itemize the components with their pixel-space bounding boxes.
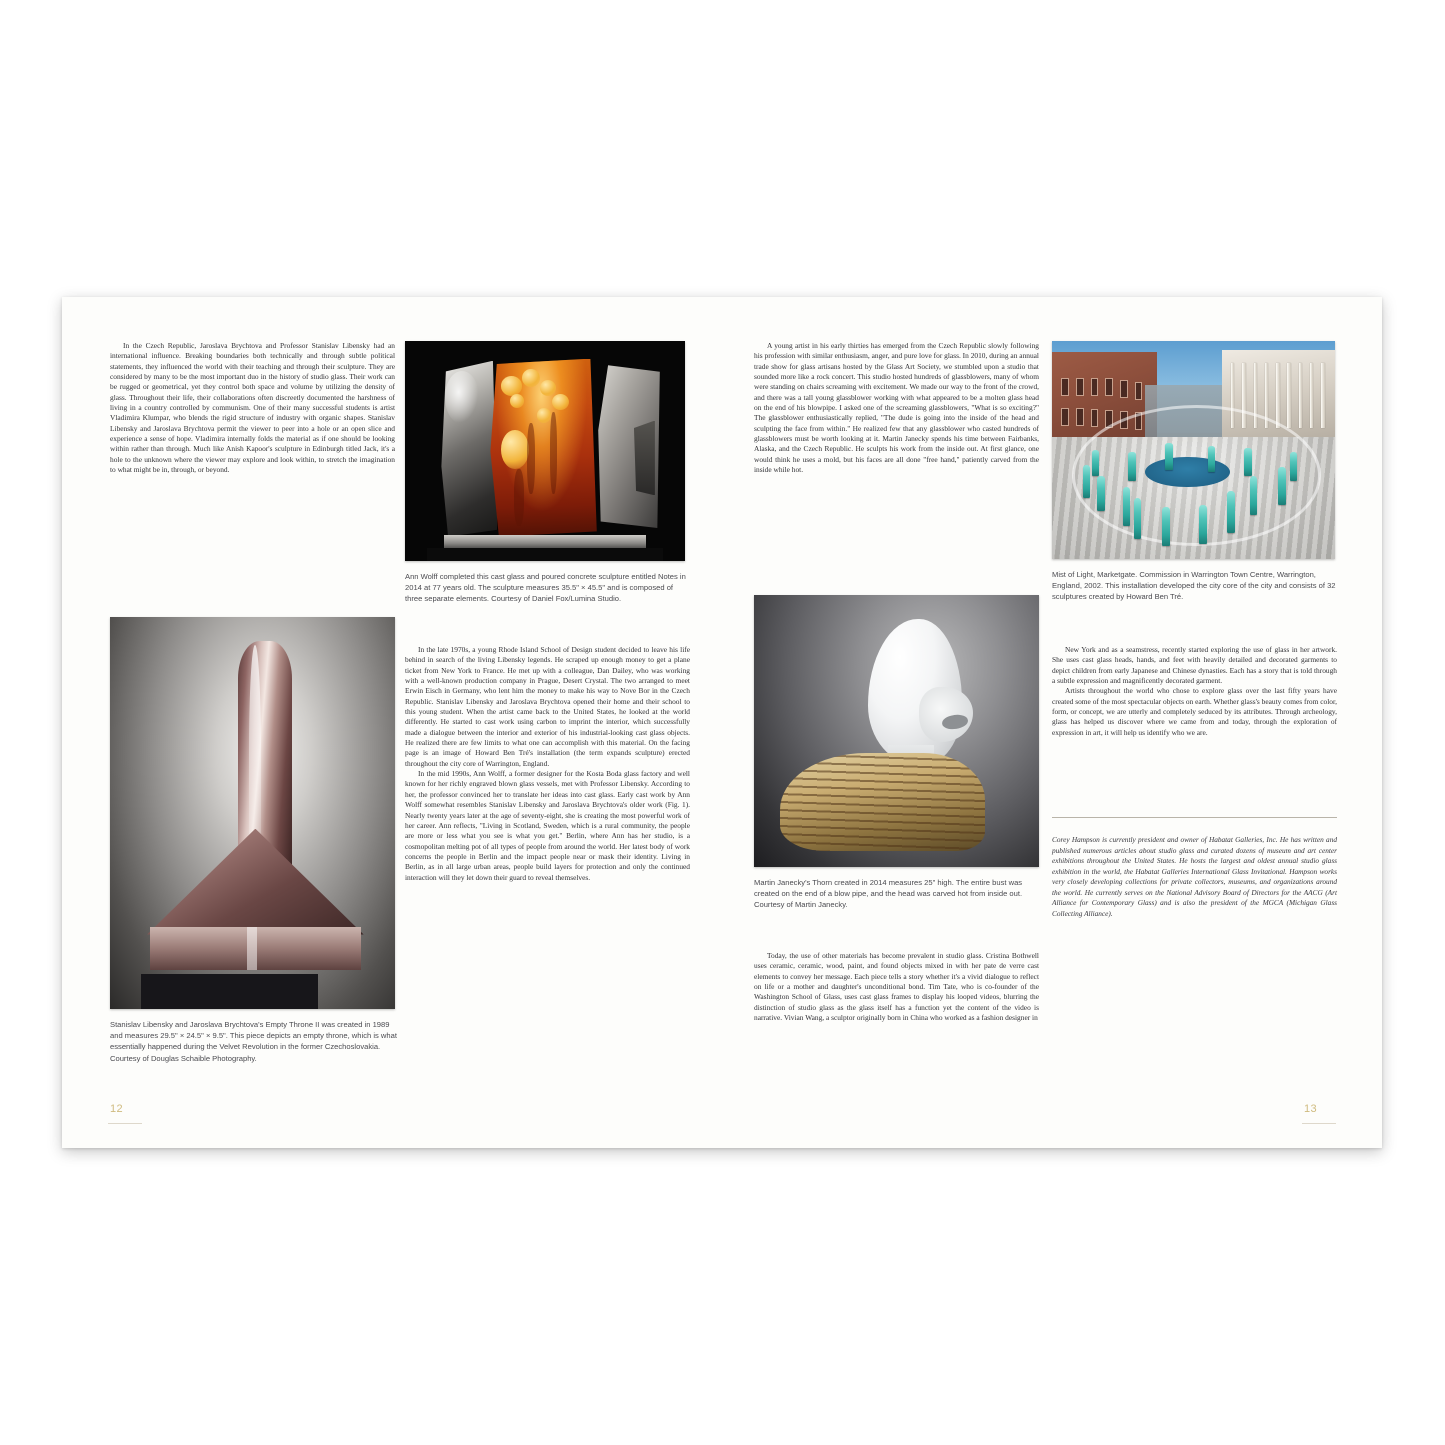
glass-jaw-shape [919,687,973,741]
glass-column-sculpture [1128,452,1135,480]
paragraph: Today, the use of other materials has become prevalent in studio glass. Cristina Bothwell uses ceramic, ceramic, wood, paint, and found objects mixed in with her pate de verre cast elements to convey her message. Each piece tells a story whether it's a vivid dialogue to reflect on life or a mother and daughter's unconditional bond. Tim Tate, who is co-founder of the Washington School of Glass, uses cast glass frames to display his looped videos, blurring the distinction of studio glass as the glass itself has a function yet the content of the video is narrative. Vivian Wang, a sculptor originally born in China who worked as a fashion designer in [754,951,1039,1023]
left-column-one [110,341,395,475]
author-bio: Corey Hampson is currently president and owner of Habatat Galleries, Inc. He has written and published numerous articles about studio glass and curated dozens of museum and art center exhibitions throughout the United States. He hosts the largest and oldest annual studio glass exhibition in the world, the Habatat Galleries International Glass Invitational. Hampson works very closely developing collections for private collectors, museums, and organizations around the world. He currently serves on the National Advisory Board of Directors for the AACG (Art Alliance for Contemporary Glass) and is also the president of the MGCA (Michigan Glass Collecting Alliance). [1052,835,1337,918]
notes-sculpture-caption: Ann Wolff completed this cast glass and poured concrete sculpture entitled Notes in 2014 at 77 years old. The sculpture measures 35.5" × 45.5" and is composed of three separate elements. Courtesy of Daniel Fox/Lumina Studio. [405,572,686,604]
folio-rule-right [1302,1123,1336,1124]
left-column-two [405,645,690,883]
glass-torso-shape [780,753,985,851]
paragraph: New York and as a seamstress, recently started exploring the use of glass in her artwork. She uses cast glass heads, hands, and feet with heavily detailed and decorated garments to depict children from early Japanese and Chinese dynasties. Each has a story that is told through a subtle expression and magnificently decorated garment. [1052,645,1337,686]
display-plinth [427,548,662,561]
right-page [722,297,1382,1148]
glass-column-sculpture [1208,446,1215,472]
glass-column-sculpture [1227,491,1234,532]
glass-pyramid-shape [147,829,364,935]
glass-column-sculpture [1278,467,1285,504]
mist-of-light-photo [1052,341,1335,559]
empty-throne-caption: Stanislav Libensky and Jaroslava Brychtova's Empty Throne II was created in 1989 and measures 29.5" × 24.5" × 9.5". This piece depicts an empty throne, which is what essentially happened during the Velvet Revolution in the former Czechoslovakia. Courtesy of Douglas Schaible Photography. [110,1020,397,1063]
glass-column-sculpture [1199,505,1206,544]
thorn-bust-photo [754,595,1039,867]
glass-block-shape [150,927,361,970]
right-column-four [1052,645,1337,738]
bio-divider-rule [1052,817,1337,818]
glass-column-sculpture [1162,507,1169,546]
glass-column-sculpture [1097,476,1104,511]
thorn-bust-caption: Martin Janecky's Thorn created in 2014 measures 25" high. The entire bust was created on the end of a blow pipe, and the head was carved hot from inside out. Courtesy of Martin Janecky. [754,878,1023,910]
glass-column-sculpture [1092,450,1099,476]
magazine-spread [62,297,1382,1148]
glass-column-sculpture [1123,487,1130,526]
glass-column-sculpture [1250,476,1257,515]
notes-sculpture-photo [405,341,685,561]
left-page [62,297,722,1148]
pedestal-shape [141,974,318,1009]
amber-glass-panel [490,359,596,537]
paragraph: In the late 1970s, a young Rhode Island School of Design student decided to leave his life behind in search of the living Libensky legends. He scraped up enough money to get a plane ticket from New York to France. He met up with a colleague, Dan Dailey, who was working with a well-known production company in Prague, Desert Crystal. The two arranged to meet Erwin Eisch in Germany, who lent him the money to make his way to Nove Bor in the Czech Republic. Stanislav Libensky and Jaroslava Brychtova opened their home and their school to this young student. When the artist came back to the United States, he looked at the world differently. He started to cast work using carbon to imprint the interior, which successfully made a dialogue between the interior and exterior of his industrial-looking cast glass objects. He realized there are few limits to what one can accomplish with this material. On the facing page is an image of Howard Ben Tré's installation (the term expands sculpture) erected throughout the city core of Warrington, England. [405,645,690,768]
concrete-slab-left [441,361,497,537]
glass-column-sculpture [1083,465,1090,498]
glass-column-sculpture [1134,498,1141,539]
folio-rule-left [108,1123,142,1124]
glass-column-sculpture [1244,448,1251,476]
page-number-left: 12 [110,1103,124,1115]
paragraph: Artists throughout the world who chose to explore glass over the last fifty years have created some of the most spectacular objects on earth. Whether glass's beauty comes from color, form, or concept, we are utterly and completely seduced by its attributes. Through archeology, glass has helped us discover where we came from and today, through the exploration of expression in art, it will help us identify who we are. [1052,686,1337,737]
mist-of-light-caption: Mist of Light, Marketgate. Commission in Warrington Town Centre, Warrington, England, 2002. This installation developed the city core of the city and consists of 32 sculptures created by Howard Ben Tré. [1052,570,1336,602]
paragraph: In the mid 1990s, Ann Wolff, a former designer for the Kosta Boda glass factory and well known for her richly engraved blown glass vessels, met with Professor Libensky. According to her, the professor convinced her to translate her ideas into cast glass. Early cast work by Ann Wolff somewhat resembles Stanislav Libensky and Jaroslava Brychtova's older work (Fig. 1). Nearly twenty years later at the age of seventy-eight, she is creating the most powerful work of her career. Ann reflects, "Living in Scotland, Sweden, which is a rural community, the people are more or less what you see is what you get." Berlin, where Ann has her studio, is a cosmopolitan melting pot of all types of people from around the world. Her latest body of work concerns the people in Berlin and the impact people near or mask their identity. Living in Berlin, as in all large urban areas, people build layers for protection and only the continued interaction will they let down their guard to reveal themselves. [405,769,690,882]
paragraph: A young artist in his early thirties has emerged from the Czech Republic slowly following his profession with similar enthusiasm, anger, and pure love for glass. In 2010, during an annual trade show for glass artisans hosted by the Glass Art Society, we stumbled upon a studio that sounded more like a rock concert. This studio hosted hundreds of glassblowers, many of whom were standing on chairs screaming with excitement. We made our way to the front of the crowd, and there was a tall young glassblower working with what appeared to be a molten glass head on the end of his blowpipe. I asked one of the screaming glassblowers, "What is so exciting?" The glassblower enthusiastically replied, "The dude is going into the inside of the head and sculpting the face from within." He realized few that any glassblower who casted hundreds of glassblowers must be worth looking at it. Martin Janecky spends his time between Fairbanks, Alaska, and the Czech Republic. He sculpts his work from the inside out. At first glance, one would think he uses a mold, but his faces are all done "free hand," patiently carved from the inside while hot. [754,341,1039,475]
water-feature [1145,457,1230,488]
empty-throne-photo [110,617,395,1009]
glass-column-sculpture [1165,443,1172,469]
concrete-slab-right [598,365,660,528]
page-number-right: 13 [1304,1103,1318,1115]
glass-column-sculpture [1290,452,1297,480]
right-column-three-lower [754,951,1039,1023]
right-column-three [754,341,1039,475]
paragraph: In the Czech Republic, Jaroslava Brychtova and Professor Stanislav Libensky had an international influence. Breaking boundaries both technically and through subtle political statements, they influenced the world with their teaching and through their sculpture. They are considered by many to be the most important duo in the history of studio glass. Their work can be rugged or geometrical, yet they control both space and volume by utilizing the density of glass. Throughout their life, their collaborations often discreetly documented the harshness of living in a country controlled by communism. One of their many successful students is artist Vladimira Klumpar, who blends the rigid structure of industry with organic shapes. Stanislav Libensky and Jaroslava Brychtova permit the viewer to peer into a hole or an open slice and experience a sense of hope. Vladimira internally folds the material as if one should be looking within rather than through. Much like Anish Kapoor's sculpture in Edinburgh titled Jack, it's a hole to the unknown where the viewer may explore and look within, to stretch the imagination to what might be in, through, or beyond. [110,341,395,475]
